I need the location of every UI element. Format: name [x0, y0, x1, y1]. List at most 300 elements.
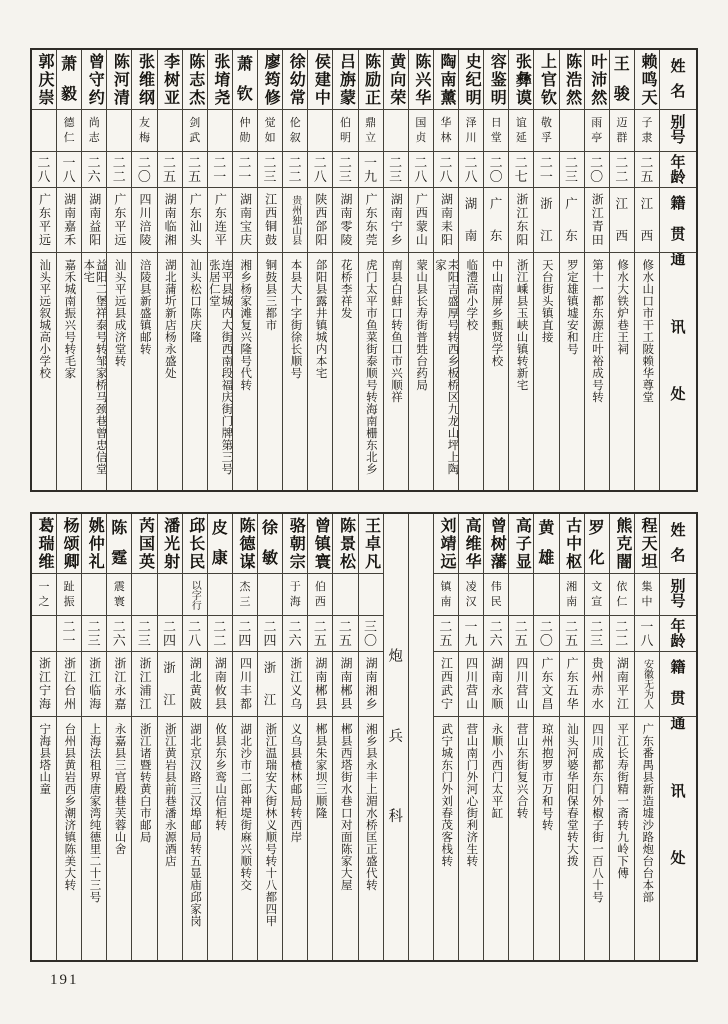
native-place-cell	[635, 188, 659, 253]
person-age: 二 一	[539, 155, 553, 184]
person-address: 攸县东乡鸾山信柜转	[214, 723, 227, 831]
person-column	[32, 514, 56, 960]
name-cell	[585, 50, 609, 110]
person-native-place: 浙江东阳	[514, 193, 529, 247]
address-cell	[233, 717, 257, 960]
name-cell	[333, 50, 357, 110]
name-cell	[509, 50, 533, 110]
age-cell	[107, 616, 131, 652]
address-cell	[57, 253, 81, 490]
person-column	[383, 50, 408, 490]
address-cell	[560, 253, 584, 490]
age-cell	[82, 616, 106, 652]
person-column	[332, 514, 357, 960]
person-native-place: 湖南零陵	[338, 193, 353, 247]
person-age: 二 八	[464, 155, 478, 184]
person-address: 益阳二堡祥泰号转邹家桥马颈巷曾忠信堂本宅	[82, 259, 107, 475]
person-column	[131, 50, 156, 490]
address-cell	[57, 717, 81, 960]
name-cell	[183, 50, 207, 110]
person-name: 萧 钦	[236, 55, 253, 103]
alias-cell	[233, 110, 257, 152]
person-address: 营山南门外河心街利济生转	[465, 723, 478, 867]
name-cell	[82, 514, 106, 574]
alias-cell	[610, 574, 634, 616]
alias-cell	[484, 110, 508, 152]
person-address: 郃阳县露井镇城内本宅	[314, 259, 327, 379]
person-column	[559, 514, 584, 960]
header-cell	[660, 253, 696, 490]
person-age: 二 〇	[539, 619, 553, 648]
native-place-cell	[32, 652, 56, 717]
person-alias: 一 之	[38, 580, 50, 608]
name-cell	[534, 50, 558, 110]
person-address: 湘乡县永丰上湄水桥匡正盛代转	[364, 723, 377, 891]
person-age: 二 五	[313, 619, 327, 648]
native-place-cell	[308, 188, 332, 253]
alias-cell	[132, 574, 156, 616]
person-name: 熊克闇	[613, 516, 631, 571]
native-place-cell	[509, 652, 533, 717]
person-native-place: 浙 江	[163, 661, 176, 707]
name-cell	[610, 50, 634, 110]
person-address: 湖北蒲圻新店杨永盛处	[163, 259, 176, 379]
person-column	[157, 514, 182, 960]
age-cell	[283, 616, 307, 652]
person-address: 永嘉县三官殿巷芙蓉山舍	[113, 723, 126, 855]
name-cell	[57, 50, 81, 110]
address-cell	[585, 717, 609, 960]
alias-cell	[610, 110, 634, 152]
address-cell	[107, 253, 131, 490]
name-cell	[434, 514, 458, 574]
person-address: 义乌县楂林邮局转西岸	[289, 723, 302, 843]
name-cell	[57, 514, 81, 574]
alias-cell	[434, 574, 458, 616]
person-address: 浙江温瑞安大街林义顺号转十八都四甲	[264, 723, 277, 927]
age-cell	[57, 616, 81, 652]
person-column	[634, 514, 659, 960]
person-native-place: 江 西	[615, 197, 629, 243]
person-name: 陶南薰	[437, 52, 455, 107]
header-label: 通 讯 处	[670, 253, 686, 403]
age-cell	[183, 152, 207, 188]
person-name: 陈景松	[337, 516, 355, 571]
native-place-cell	[233, 652, 257, 717]
person-alias: 子 隶	[641, 116, 653, 144]
person-native-place: 湖 南	[464, 197, 478, 243]
person-age: 二 五	[514, 619, 528, 648]
address-cell	[107, 717, 131, 960]
person-native-place: 浙 江	[540, 197, 553, 243]
person-column	[634, 50, 659, 490]
person-address: 本县大十字街徐长顺号	[289, 259, 302, 379]
alias-cell	[132, 110, 156, 152]
person-age: 二 七	[514, 155, 528, 184]
person-native-place: 浙江永嘉	[112, 657, 127, 711]
person-address: 湖北京汉路三汉埠邮局转五显庙邱家岗	[188, 723, 201, 927]
age-cell	[132, 616, 156, 652]
person-address: 汕头平远县成济堂转	[113, 259, 126, 367]
alias-cell	[57, 110, 81, 152]
person-address: 第十一都东源庄叶裕成号转	[590, 259, 603, 403]
person-native-place: 湖南平江	[615, 657, 630, 711]
person-address: 铜鼓县三都市	[264, 259, 277, 331]
address-cell	[158, 253, 182, 490]
person-column	[207, 514, 232, 960]
alias-cell	[333, 110, 357, 152]
person-column	[282, 514, 307, 960]
name-cell	[610, 514, 634, 574]
native-place-cell	[183, 652, 207, 717]
address-cell	[635, 717, 659, 960]
person-address: 耒阳吉盛厚号转西乡板桥区九龙山坪上陶家	[433, 259, 458, 475]
person-address: 湖北沙市二郎神堤街麻兴顺转交	[239, 723, 252, 891]
name-cell	[459, 514, 483, 574]
alias-cell	[308, 574, 332, 616]
person-name: 徐 敏	[262, 519, 279, 567]
native-place-cell	[132, 188, 156, 253]
person-address: 天台街头镇直接	[540, 259, 553, 343]
age-cell	[158, 616, 182, 652]
address-cell	[509, 253, 533, 490]
native-place-cell	[57, 652, 81, 717]
person-address: 中山南屏乡甄贤学校	[490, 259, 503, 367]
person-native-place: 湖南耒阳	[439, 193, 454, 247]
age-cell	[459, 152, 483, 188]
header-label: 通 讯 处	[670, 717, 686, 867]
person-native-place: 四川涪陵	[137, 193, 152, 247]
address-cell	[333, 717, 357, 960]
person-address: 上海法租界唐家湾纯德里二十三号	[88, 723, 101, 903]
alias-cell	[283, 574, 307, 616]
person-name: 侯建中	[312, 52, 330, 107]
person-alias: 迈 群	[616, 116, 628, 144]
name-cell	[509, 514, 533, 574]
person-column	[131, 514, 156, 960]
person-age: 二 四	[238, 619, 252, 648]
header-label: 姓 名	[670, 58, 686, 100]
address-cell	[434, 717, 458, 960]
alias-cell	[183, 110, 207, 152]
address-cell	[132, 717, 156, 960]
person-native-place: 浙江青田	[590, 193, 605, 247]
person-native-place: 广 东	[565, 197, 578, 243]
person-name: 高子显	[513, 516, 531, 571]
header-label: 籍 贯	[670, 196, 686, 243]
native-place-cell	[283, 188, 307, 253]
person-alias: 镇 南	[440, 580, 452, 608]
address-cell	[308, 253, 332, 490]
person-age: 二 〇	[489, 155, 503, 184]
alias-cell	[258, 110, 282, 152]
age-cell	[208, 152, 232, 188]
header-cell	[660, 152, 696, 188]
person-age: 二 五	[640, 155, 654, 184]
person-name: 李树亚	[161, 52, 179, 107]
person-name: 曾守约	[86, 52, 104, 107]
address-cell	[359, 253, 383, 490]
age-cell	[585, 152, 609, 188]
person-age: 二 六	[288, 619, 302, 648]
person-name: 黄向荣	[387, 52, 405, 107]
address-cell	[635, 253, 659, 490]
person-age: 二 八	[313, 155, 327, 184]
native-place-cell	[560, 188, 584, 253]
person-age: 二 一	[238, 155, 252, 184]
header-cell	[660, 188, 696, 253]
native-place-cell	[208, 652, 232, 717]
person-column	[282, 50, 307, 490]
person-name: 邱长民	[186, 516, 204, 571]
header-label: 别 号	[670, 114, 686, 146]
address-cell	[208, 717, 232, 960]
person-age: 二 一	[62, 619, 76, 648]
person-alias: 鼎 立	[365, 116, 377, 144]
person-native-place: 江 西	[640, 197, 654, 243]
person-name: 容鉴明	[488, 52, 506, 107]
person-name: 陈德谋	[236, 516, 254, 571]
person-address: 平江长寿街精一斋转九岭下傅	[616, 723, 629, 879]
age-cell	[509, 152, 533, 188]
person-native-place: 广西蒙山	[414, 193, 429, 247]
person-native-place: 湖南益阳	[87, 193, 102, 247]
age-cell	[158, 152, 182, 188]
person-alias: 伯 西	[314, 580, 326, 608]
person-name: 张堉尧	[211, 52, 229, 107]
header-column	[659, 514, 696, 960]
name-cell	[359, 50, 383, 110]
address-cell	[384, 253, 408, 490]
person-age: 二 四	[263, 619, 277, 648]
person-native-place: 湖南郴县	[338, 657, 353, 711]
native-place-cell	[384, 188, 408, 253]
native-place-cell	[409, 188, 433, 253]
person-age: 二 八	[414, 155, 428, 184]
person-column	[207, 50, 232, 490]
person-age: 二 〇	[590, 155, 604, 184]
person-age: 二 二	[112, 155, 126, 184]
address-cell	[560, 717, 584, 960]
address-cell	[610, 717, 634, 960]
person-column	[483, 50, 508, 490]
person-alias: 仲 勋	[239, 116, 251, 144]
alias-cell	[233, 574, 257, 616]
name-cell	[308, 514, 332, 574]
person-address: 罗定雄镇墟安和号	[565, 259, 578, 355]
native-place-cell	[158, 188, 182, 253]
person-column	[458, 50, 483, 490]
person-native-place: 广东连平	[213, 193, 228, 247]
native-place-cell	[333, 652, 357, 717]
person-alias: 泽 川	[465, 116, 477, 144]
person-name: 黄 雄	[538, 519, 555, 567]
age-cell	[610, 616, 634, 652]
person-address: 汕头平远叙城高小学校	[38, 259, 51, 379]
person-column	[182, 514, 207, 960]
age-cell	[509, 616, 533, 652]
age-cell	[333, 616, 357, 652]
person-age: 二 四	[163, 619, 177, 648]
name-cell	[82, 50, 106, 110]
age-cell	[308, 616, 332, 652]
name-cell	[384, 50, 408, 110]
name-cell	[283, 50, 307, 110]
alias-cell	[308, 110, 332, 152]
person-native-place: 广东平远	[112, 193, 127, 247]
person-native-place: 湖南湘乡	[364, 657, 379, 711]
person-alias: 于 海	[289, 580, 301, 608]
name-cell	[32, 50, 56, 110]
native-place-cell	[32, 188, 56, 253]
person-native-place: 浙 江	[263, 661, 277, 707]
native-place-cell	[158, 652, 182, 717]
age-cell	[258, 152, 282, 188]
person-column	[307, 50, 332, 490]
person-native-place: 湖南临湘	[163, 193, 178, 247]
name-cell	[32, 514, 56, 574]
alias-cell	[459, 110, 483, 152]
alias-cell	[183, 574, 207, 616]
person-name: 陈 霆	[111, 519, 128, 567]
name-cell	[333, 514, 357, 574]
person-address: 虎门太平市鱼菜街泰顺号转海南栅东北乡	[364, 259, 377, 475]
address-cell	[32, 717, 56, 960]
native-place-cell	[534, 188, 558, 253]
person-name: 葛瑞维	[35, 516, 53, 571]
person-native-place: 浙江临海	[87, 657, 102, 711]
age-cell	[208, 616, 232, 652]
alias-cell	[32, 110, 56, 152]
header-cell	[660, 110, 696, 152]
person-age: 三 〇	[364, 619, 378, 648]
age-cell	[409, 152, 433, 188]
person-name: 陈志杰	[186, 52, 204, 107]
person-address: 修水山口市干工陂赖华尊堂	[641, 259, 654, 403]
address-cell	[82, 253, 106, 490]
header-label: 籍 贯	[670, 660, 686, 707]
name-cell	[258, 514, 282, 574]
alias-cell	[258, 574, 282, 616]
alias-cell	[635, 110, 659, 152]
age-cell	[258, 616, 282, 652]
person-address: 南县白蚌口转鱼口市兴顺祥	[389, 259, 402, 403]
person-native-place: 广东文昌	[539, 657, 554, 711]
address-cell	[484, 717, 508, 960]
alias-cell	[333, 574, 357, 616]
person-alias: 日 堂	[490, 116, 502, 144]
person-column	[81, 514, 106, 960]
person-address: 四川成都东门外椒子街一百八十号	[590, 723, 603, 903]
person-column	[358, 50, 383, 490]
person-age: 一 八	[640, 619, 654, 648]
native-place-cell	[208, 188, 232, 253]
person-age: 一 九	[464, 619, 478, 648]
age-cell	[359, 152, 383, 188]
name-cell	[585, 514, 609, 574]
person-alias: 雨 亭	[591, 116, 603, 144]
person-native-place: 浙江台州	[62, 657, 77, 711]
address-cell	[359, 717, 383, 960]
native-place-cell	[258, 188, 282, 253]
person-name: 古中枢	[563, 516, 581, 571]
native-place-cell	[183, 188, 207, 253]
person-column	[232, 50, 257, 490]
header-cell	[660, 717, 696, 960]
person-alias: 集 中	[641, 580, 653, 608]
name-cell	[409, 50, 433, 110]
person-column	[32, 50, 56, 490]
person-column	[483, 514, 508, 960]
person-name: 上官钦	[538, 52, 556, 107]
person-alias: 尚 志	[88, 116, 100, 144]
blank-column	[408, 514, 433, 960]
name-cell	[560, 50, 584, 110]
person-column	[56, 514, 81, 960]
person-column	[458, 514, 483, 960]
person-name: 王 骏	[613, 55, 630, 103]
native-place-cell	[459, 188, 483, 253]
native-place-cell	[82, 188, 106, 253]
person-native-place: 湖南宁乡	[389, 193, 404, 247]
person-alias: 觉 如	[264, 116, 276, 144]
person-native-place: 湖南郴县	[313, 657, 328, 711]
name-cell	[183, 514, 207, 574]
person-address: 汕头松口陈庆隆	[188, 259, 201, 343]
person-alias: 伦 叙	[289, 116, 301, 144]
person-age: 一 九	[364, 155, 378, 184]
address-cell	[283, 253, 307, 490]
age-cell	[610, 152, 634, 188]
person-name: 刘靖远	[437, 516, 455, 571]
person-age: 二 六	[112, 619, 126, 648]
person-column	[257, 50, 282, 490]
address-cell	[333, 253, 357, 490]
address-cell	[534, 717, 558, 960]
person-native-place: 广 东	[489, 197, 503, 243]
person-native-place: 广东汕头	[188, 193, 203, 247]
person-address: 花桥李祥发	[339, 259, 352, 319]
header-cell	[660, 574, 696, 616]
person-alias: 伟 民	[490, 580, 502, 608]
name-cell	[635, 50, 659, 110]
name-cell	[359, 514, 383, 574]
alias-cell	[534, 574, 558, 616]
name-cell	[208, 514, 232, 574]
person-name: 程天坦	[638, 516, 656, 571]
person-alias: 伯 明	[339, 116, 351, 144]
person-native-place: 四川营山	[464, 657, 479, 711]
person-column	[533, 514, 558, 960]
person-native-place: 广东平远	[37, 193, 52, 247]
person-native-place: 广东五华	[565, 657, 580, 711]
header-cell	[660, 514, 696, 574]
alias-cell	[82, 110, 106, 152]
alias-cell	[560, 574, 584, 616]
person-address: 连平县城内大街西南段福庆街门牌第三号张居仁堂	[207, 259, 232, 475]
person-alias: 文 宣	[591, 580, 603, 608]
person-name: 曾镇寰	[312, 516, 330, 571]
person-alias: 华 林	[440, 116, 452, 144]
person-age: 二 五	[188, 155, 202, 184]
person-address: 浙江黄岩县前巷潘永源酒店	[163, 723, 176, 867]
age-cell	[459, 616, 483, 652]
native-place-cell	[610, 652, 634, 717]
header-column	[659, 50, 696, 490]
person-native-place: 贵州赤水	[590, 657, 605, 711]
age-cell	[32, 616, 56, 652]
person-column	[358, 514, 383, 960]
